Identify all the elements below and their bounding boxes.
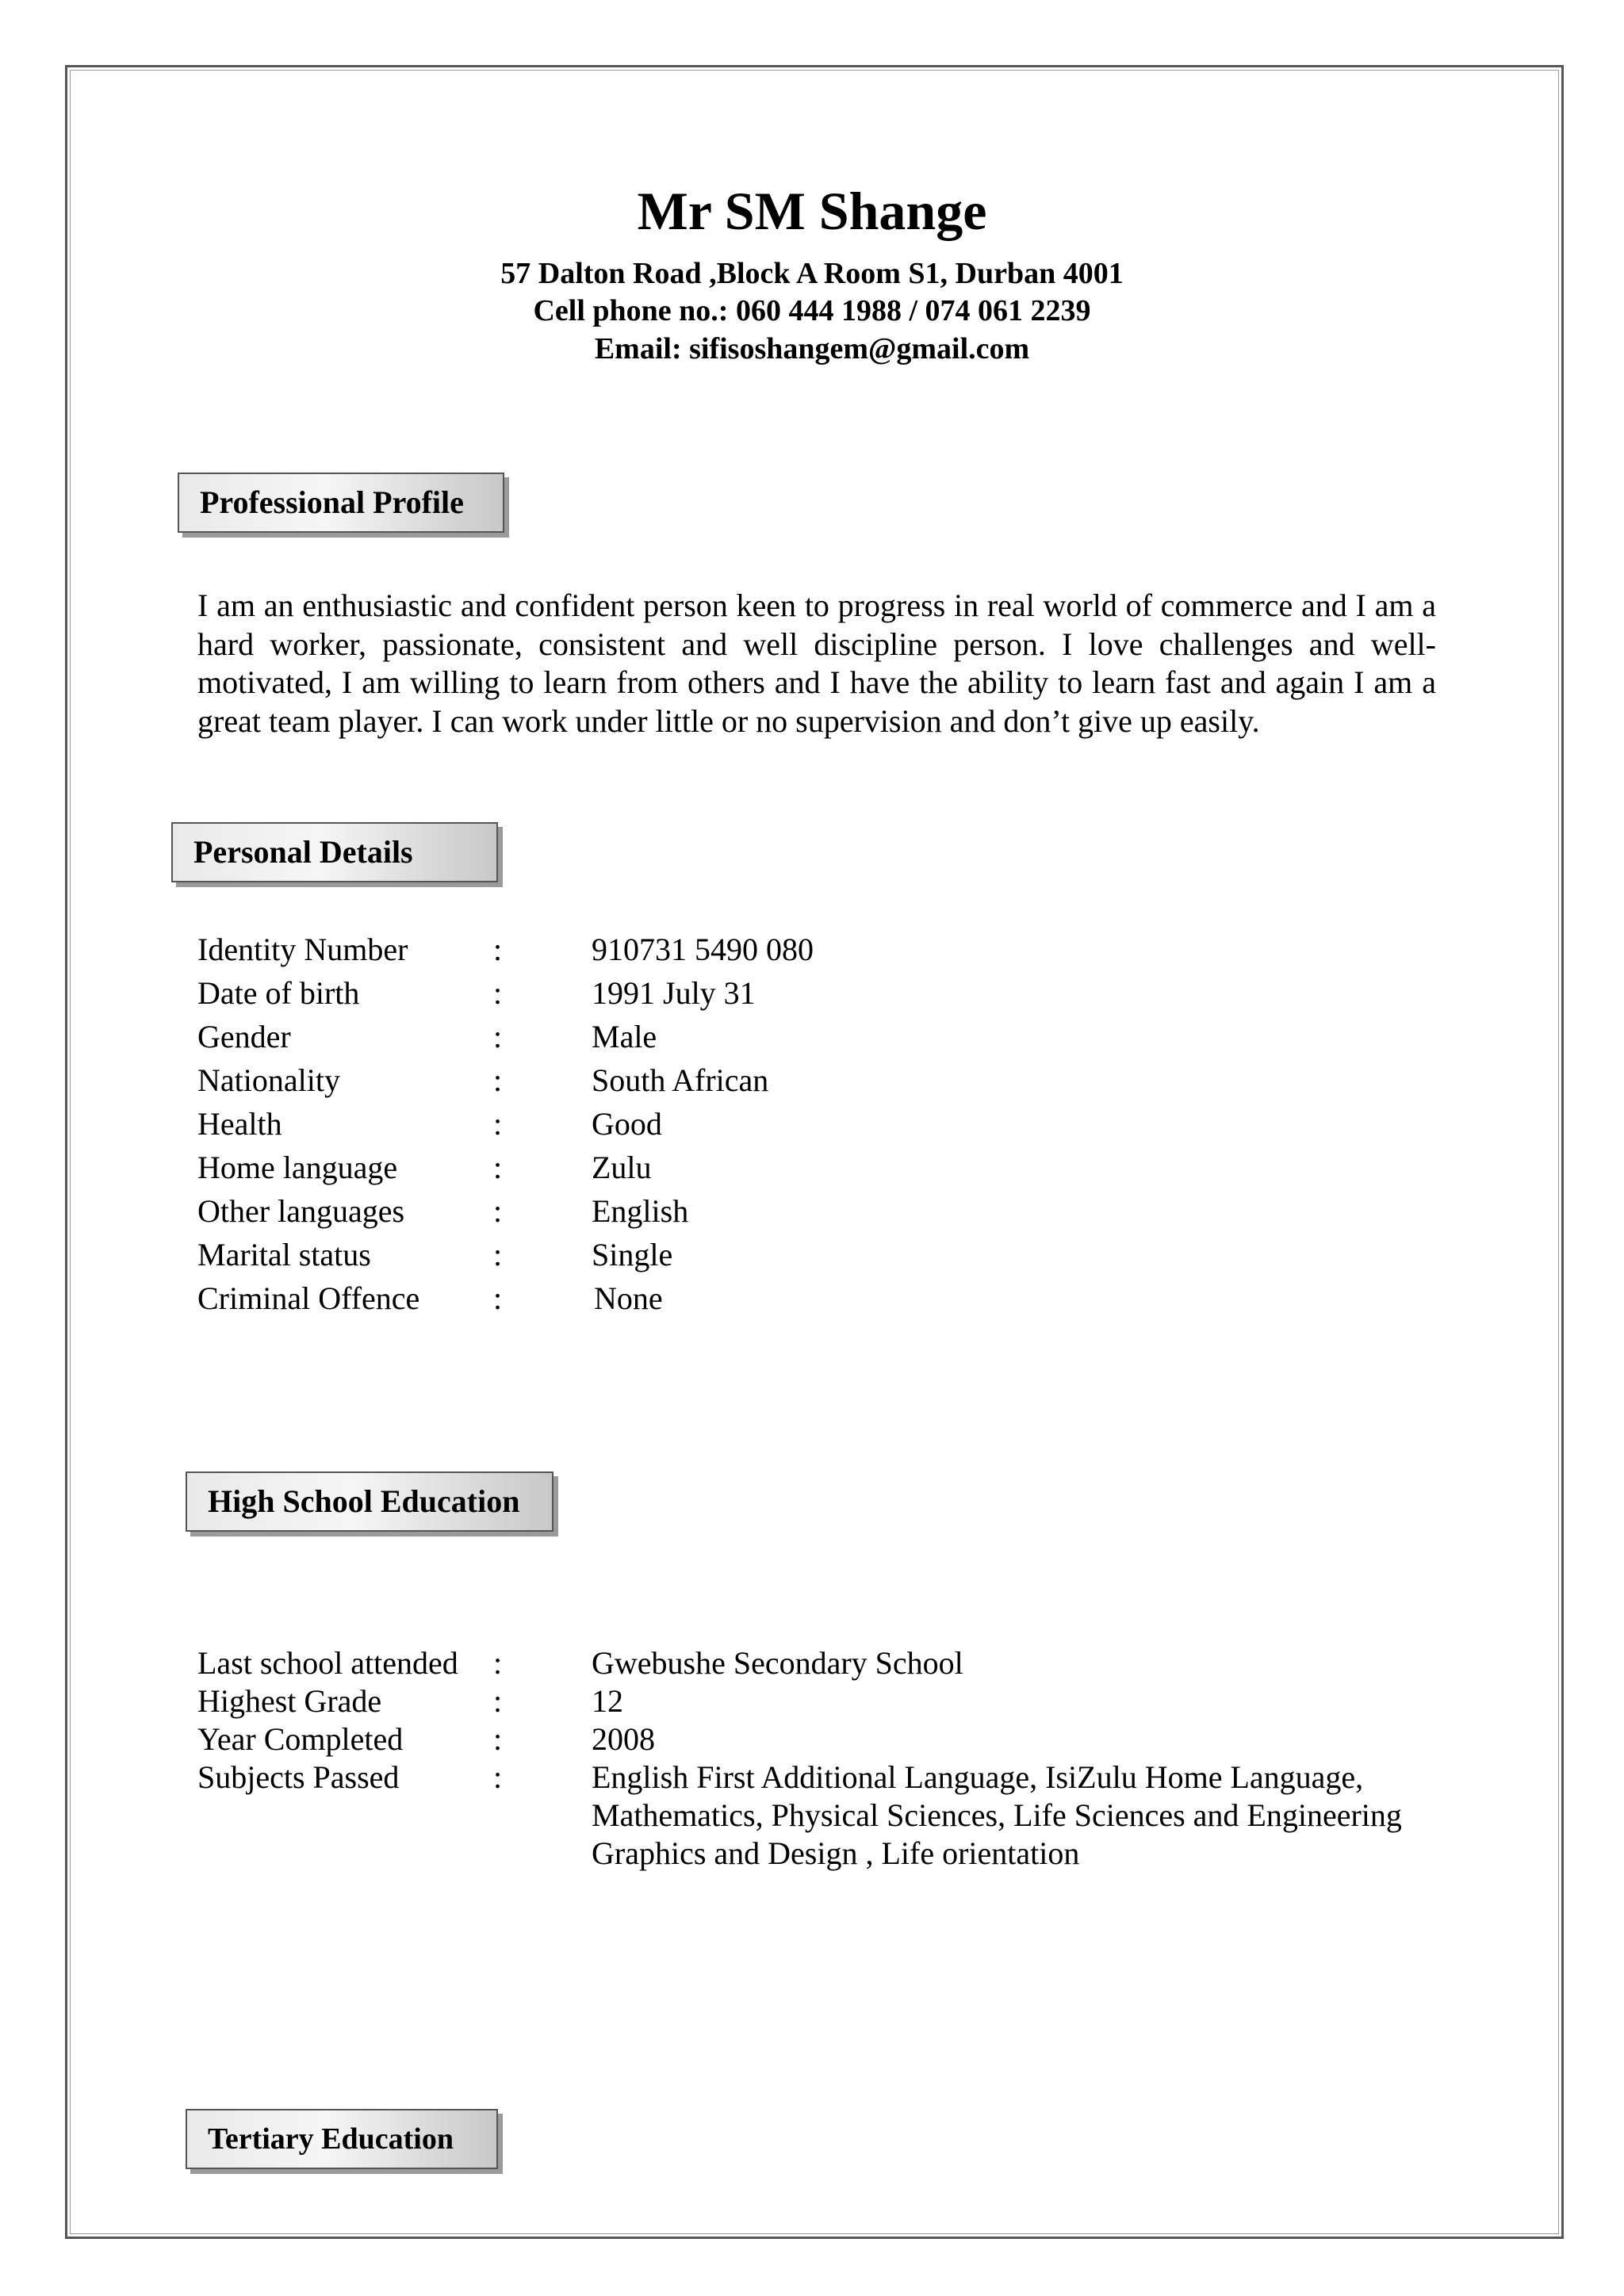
- detail-label: Home language: [197, 1150, 398, 1185]
- detail-value: 910731 5490 080: [592, 932, 814, 967]
- school-label: Subjects Passed: [197, 1759, 400, 1795]
- detail-value: South African: [592, 1062, 769, 1098]
- detail-value: Good: [592, 1106, 662, 1142]
- school-label: Highest Grade: [197, 1683, 382, 1719]
- detail-label: Criminal Offence: [197, 1280, 420, 1316]
- section-heading-tertiary-education: Tertiary Education: [186, 2109, 498, 2169]
- candidate-address: 57 Dalton Road ,Block A Room S1, Durban 4001: [500, 257, 1124, 290]
- detail-label: Nationality: [197, 1062, 340, 1098]
- detail-separator: :: [493, 1150, 503, 1185]
- detail-label: Identity Number: [197, 932, 408, 967]
- detail-separator: :: [493, 975, 503, 1011]
- detail-separator: :: [493, 932, 503, 967]
- school-separator: :: [493, 1683, 503, 1719]
- detail-value: None: [594, 1280, 663, 1316]
- school-separator: :: [493, 1645, 503, 1681]
- detail-separator: :: [493, 1019, 503, 1054]
- profile-paragraph: I am an enthusiastic and confident person keen to progress in real world of commerce and I am a hard worker, passionate, consistent and well discipline person. I love challenges and well-motivated, I am willing to learn from others and I have the ability to learn fast and again I am a great team player. I can work under little or no supervision and don’t give up easily.: [197, 587, 1436, 739]
- detail-separator: :: [493, 1106, 503, 1142]
- detail-label: Gender: [197, 1019, 291, 1054]
- detail-separator: :: [493, 1062, 503, 1098]
- school-value: 2008: [592, 1721, 655, 1757]
- school-separator: :: [493, 1721, 503, 1757]
- candidate-email: Email: sifisoshangem@gmail.com: [594, 332, 1030, 365]
- candidate-phone: Cell phone no.: 060 444 1988 / 074 061 2239: [533, 294, 1091, 327]
- detail-value: English: [592, 1193, 689, 1229]
- section-heading-personal-details: Personal Details: [171, 822, 498, 882]
- detail-separator: :: [493, 1237, 503, 1272]
- detail-value: 1991 July 31: [592, 975, 756, 1011]
- detail-label: Health: [197, 1106, 282, 1142]
- school-value-subjects: English First Additional Language, IsiZulu Home Language, Mathematics, Physical Sciences, Life Sciences and Engineering Graphics and Design , Life orientation: [592, 1759, 1402, 1871]
- section-heading-high-school-education: High School Education: [186, 1471, 553, 1532]
- candidate-name: Mr SM Shange: [637, 181, 987, 241]
- detail-value: Single: [592, 1237, 673, 1272]
- school-label: Year Completed: [197, 1721, 404, 1757]
- detail-label: Other languages: [197, 1193, 405, 1229]
- school-separator: :: [493, 1759, 503, 1795]
- school-label: Last school attended: [197, 1645, 458, 1681]
- school-value: Gwebushe Secondary School: [592, 1645, 963, 1681]
- detail-separator: :: [493, 1280, 503, 1316]
- detail-separator: :: [493, 1193, 503, 1229]
- detail-value: Zulu: [592, 1150, 652, 1185]
- detail-label: Marital status: [197, 1237, 371, 1272]
- detail-value: Male: [592, 1019, 657, 1054]
- section-heading-professional-profile: Professional Profile: [178, 473, 504, 533]
- detail-label: Date of birth: [197, 975, 360, 1011]
- school-value: 12: [592, 1683, 623, 1719]
